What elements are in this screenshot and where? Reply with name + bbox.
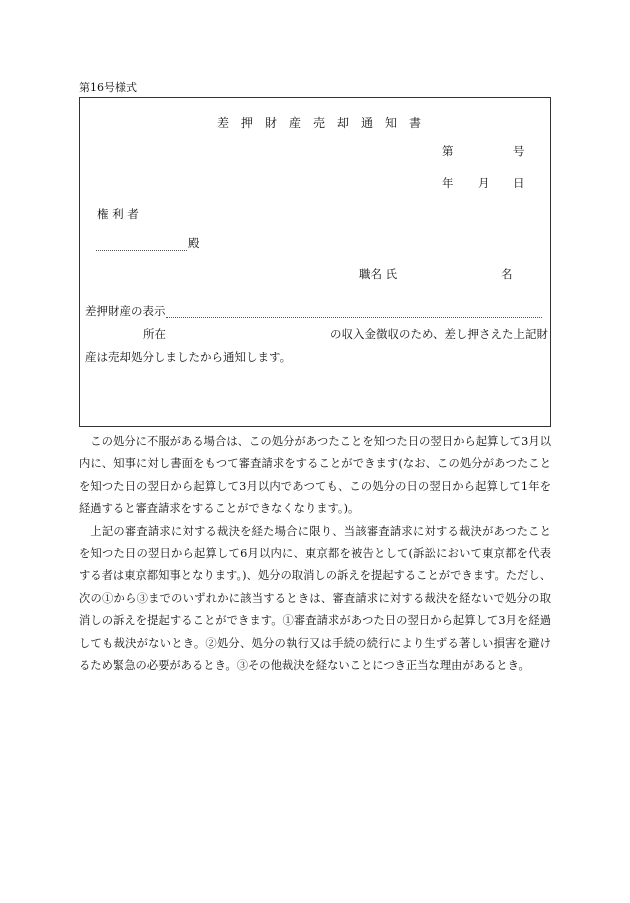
note-paragraph-1: この処分に不服がある場合は、この処分があつたことを知つた日の翌日から起算して3月以内に、知事に対し書面をもつて審査請求をすることができます(なお、この処分があつたことを知つた日の翌日から起算して3月以内であつても、この処分の日の翌日から起算して1年を経過すると審査請求をすることができなくなります。)。 xyxy=(79,435,551,516)
form-number: 第16号様式 xyxy=(79,81,137,94)
property-dotted-line xyxy=(166,317,542,318)
number-dai: 第 xyxy=(442,144,454,158)
rights-holder-label: 権 利 者 xyxy=(97,207,139,221)
official-name-suffix: 名 xyxy=(501,267,513,281)
body-text-line1: の収入金徴収のため、差し押さえた上記財 xyxy=(330,327,549,341)
date-month: 月 xyxy=(478,176,490,190)
number-go: 号 xyxy=(513,144,525,158)
honorific-dono: 殿 xyxy=(188,236,200,250)
location-label: 所在 xyxy=(143,327,166,341)
date-day: 日 xyxy=(513,176,525,190)
official-title-name: 職名 氏 xyxy=(359,267,398,281)
appeal-notes xyxy=(79,431,551,677)
notice-form-box xyxy=(79,97,551,427)
body-text-line2: 産は売却処分しましたから通知します。 xyxy=(85,350,292,364)
property-label: 差押財産の表示 xyxy=(85,304,166,318)
addressee-dotted-line xyxy=(96,250,187,251)
note-paragraph-2: 上記の審査請求に対する裁決を経た場合に限り、当該審査請求に対する裁決があつたことを知つた日の翌日から起算して6月以内に、東京都を被告として(訴訟において東京都を代表する者は東京都知事となります。)、処分の取消しの訴えを提起することができます。ただし、次の①から③までのいずれかに該当するときは、審査請求に対する裁決を経ないで処分の取消しの訴えを提起することができます。①審査請求があつた日の翌日から起算して3月を経過しても裁決がないとき。②処分、処分の執行又は手続の続行により生ずる著しい損害を避けるため緊急の必要があるとき。③その他裁決を経ないことにつき正当な理由があるとき。 xyxy=(79,524,551,673)
document-title: 差押財産売却通知書 xyxy=(217,116,434,130)
date-year: 年 xyxy=(442,176,454,190)
